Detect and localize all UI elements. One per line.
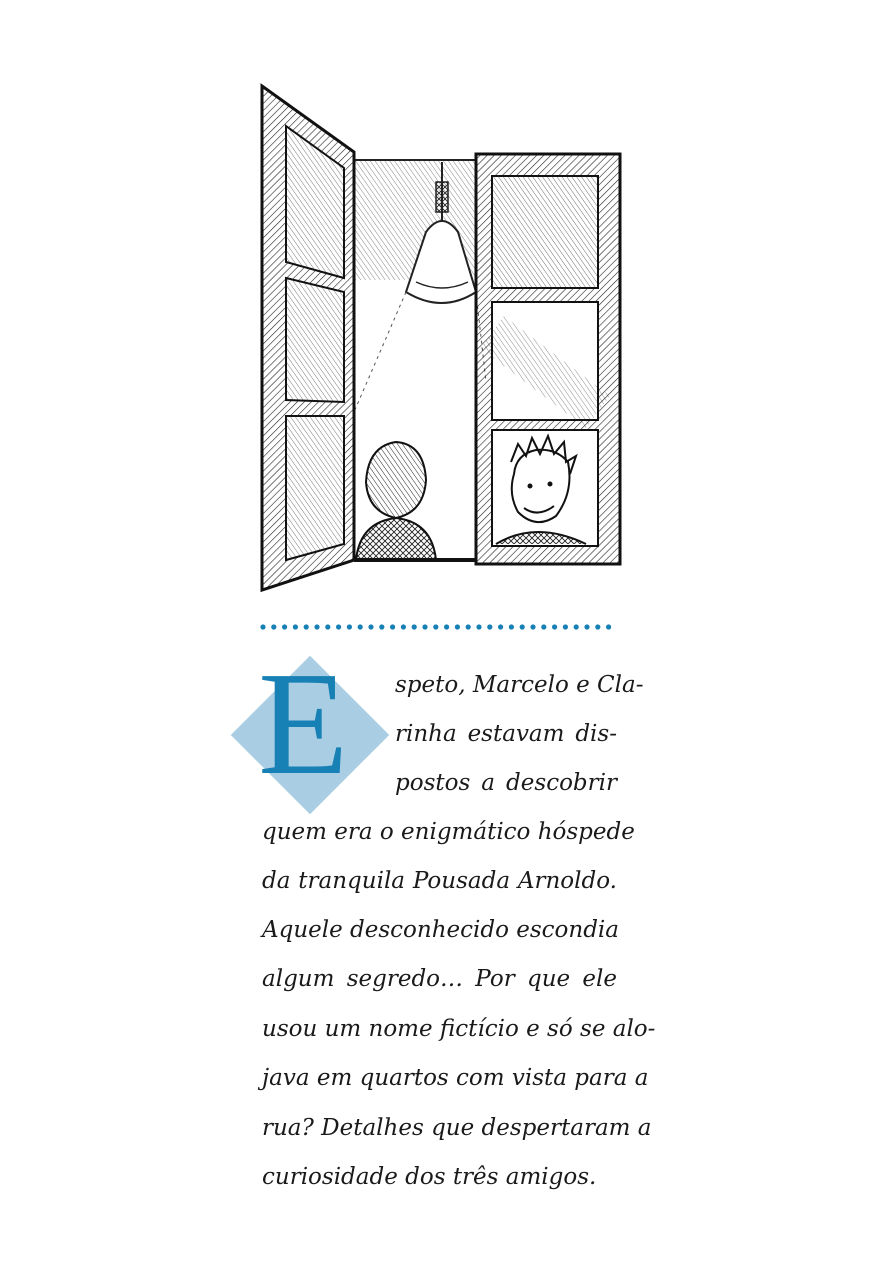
drop-cap <box>230 642 390 815</box>
paragraph-line: postos a descobrir <box>395 770 617 796</box>
drop-cap-letter: E <box>258 642 349 806</box>
window-scene-illustration <box>256 82 628 598</box>
paragraph-line: da tranquila Pousada Arnoldo. <box>262 868 617 894</box>
paragraph-line: Aquele desconhecido escondia <box>262 917 620 943</box>
paragraph-line: speto, Marcelo e Cla- <box>395 672 644 698</box>
paragraph-line: java em quartos com vista para a <box>262 1065 649 1091</box>
paragraph-line: usou um nome fictício e só se alo- <box>262 1016 656 1042</box>
paragraph-line: curiosidade dos três amigos. <box>262 1164 597 1190</box>
paragraph-line: algum segredo… Por que ele <box>262 966 617 992</box>
paragraph-line: rinha estavam dis- <box>395 721 617 747</box>
paragraph-line: rua? Detalhes que despertaram a <box>262 1115 652 1141</box>
paragraph-line: quem era o enigmático hóspede <box>262 819 635 845</box>
dotted-divider <box>258 620 620 634</box>
